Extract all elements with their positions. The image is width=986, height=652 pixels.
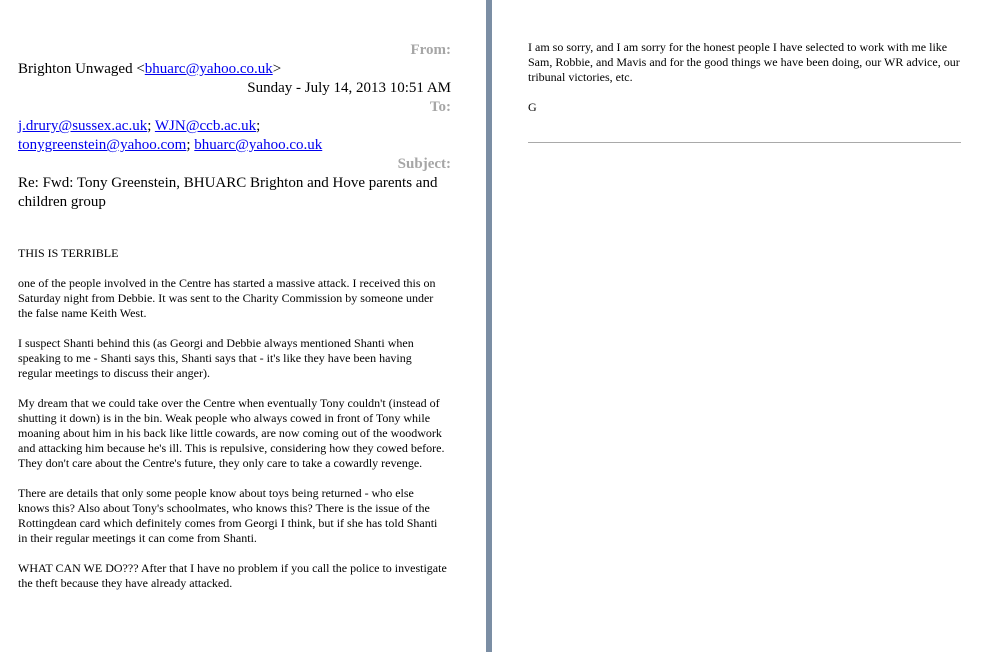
sent-date: Sunday - July 14, 2013 10:51 AM <box>247 80 451 96</box>
horizontal-rule <box>528 142 961 143</box>
to-label: To: <box>429 99 451 115</box>
recipient-link[interactable]: bhuarc@yahoo.co.uk <box>194 137 323 153</box>
sender-close: > <box>272 61 282 77</box>
from-label: From: <box>410 42 451 58</box>
sender-email-link[interactable]: bhuarc@yahoo.co.uk <box>144 61 273 77</box>
recipient-link[interactable]: WJN@ccb.ac.uk <box>154 118 257 134</box>
email-body <box>18 246 448 606</box>
continuation-paragraph: I am so sorry, and I am sorry for the honest people I have selected to work with me like Sam, Robbie, and Mavis and for the good things we have been doing, our WR advice, our tribunal victories, etc. <box>528 40 960 84</box>
body-paragraph: There are details that only some people know about toys being returned - who else knows this? Also about Tony's schoolmates, who knows this? There is the issue of the Rottingdean card which definitely comes from Georgi I think, but if she has told Shanti in their regular meetings it can come from Shanti. <box>18 486 438 545</box>
body-paragraph: I suspect Shanti behind this (as Georgi and Debbie always mentioned Shanti when speaking to me - Shanti says this, Shanti says that - it's like they have been having regular meetings to discuss their anger). <box>18 336 414 380</box>
email-right-page <box>492 0 986 652</box>
signature: G <box>528 100 537 114</box>
body-paragraph: THIS IS TERRIBLE <box>18 246 119 260</box>
body-paragraph: one of the people involved in the Centre has started a massive attack. I received this on Saturday night from Debbie. It was sent to the Charity Commission by someone under the false name Keith West. <box>18 276 436 320</box>
body-paragraph: My dream that we could take over the Centre when eventually Tony couldn't (instead of shutting it down) is in the bin. Weak people who always cowed in front of Tony while moaning about him in his back like little cowards, are now coming out of the woodwork and attacking him because he's ill. This is repulsive, considering how they cowed before. They don't care about the Centre's future, they only care to take a cowardly revenge. <box>18 396 445 470</box>
subject-label: Subject: <box>397 156 451 172</box>
sender <box>18 60 281 79</box>
recipients: j.drury@sussex.ac.uk; WJN@ccb.ac.uk; tonygreenstein@yahoo.com; bhuarc@yahoo.co.uk <box>18 118 323 153</box>
sender-name: Brighton Unwaged < <box>18 61 145 77</box>
continuation-body <box>528 40 968 130</box>
subject-text: Re: Fwd: Tony Greenstein, BHUARC Brighton and Hove parents and children group <box>18 175 438 210</box>
recipient-link[interactable]: tonygreenstein@yahoo.com <box>18 137 187 153</box>
recipient-link[interactable]: j.drury@sussex.ac.uk <box>18 118 148 134</box>
body-paragraph: WHAT CAN WE DO??? After that I have no problem if you call the police to investigate the theft because they have already attacked. <box>18 561 447 590</box>
email-left-page <box>0 0 486 652</box>
